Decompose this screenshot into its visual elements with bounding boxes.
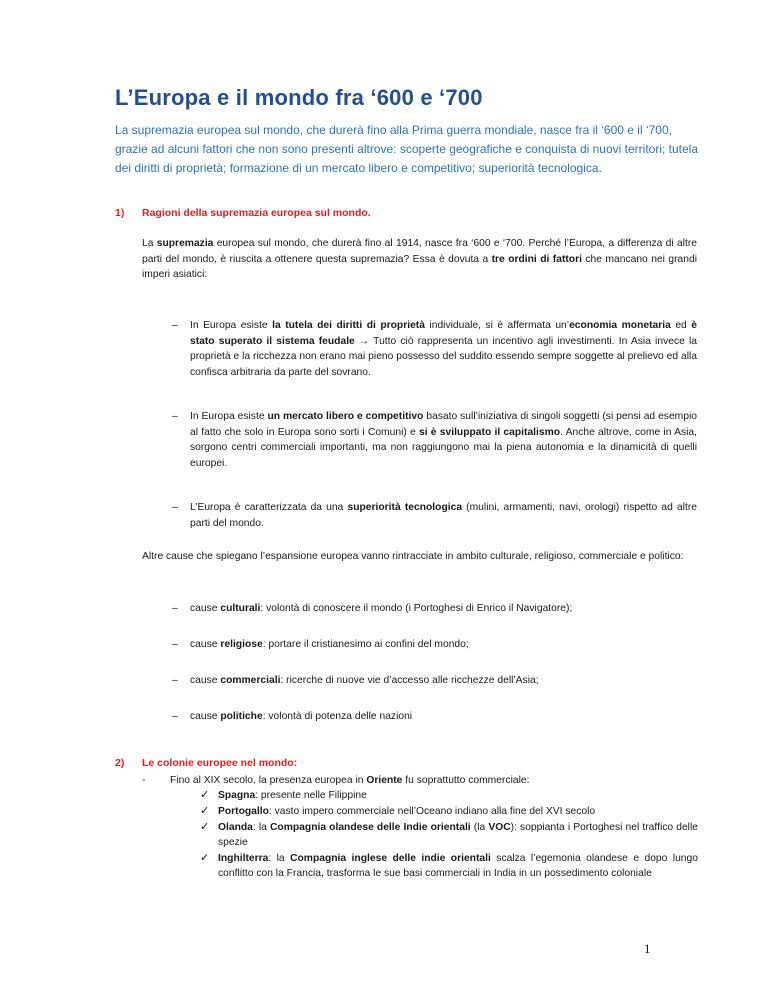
section-2-title: Le colonie europee nel mondo:: [142, 757, 298, 769]
section-2-number: 2): [115, 757, 125, 769]
cause-text: cause religiose: portare il cristianesimo ai confini del mondo;: [190, 639, 469, 650]
dash-bullet-icon: -: [142, 774, 146, 786]
section-1-paragraph-1: La supremazia europea sul mondo, che durerà fino al 1914, nasce fra ‘600 e ‘700. Perché l’Europa, a differenza di altre parti del mondo, è riuscita a ottenere questa supremazia? Essa è dovuta a tre ordini di fattori che mancano nei grandi imperi asiatici:: [142, 238, 697, 280]
dash-bullet-icon: –: [172, 710, 178, 722]
dash-bullet-icon: –: [172, 602, 178, 614]
dash-bullet-icon: –: [172, 410, 178, 422]
cause-text: cause culturali: volontà di conoscere il mondo (i Portoghesi di Enrico il Navigatore);: [190, 603, 573, 614]
bullet-text: In Europa esiste la tutela dei diritti di proprietà individuale, si è affermata un’economia monetaria ed è stato superato il sistema feudale → Tutto ciò rappresenta un incentivo agli investimenti. In Asia invece la proprietà e la ricchezza non erano mai pieno possesso del suddito essendo sempre soggette al prelievo ed alla confisca arbitraria da parte del sovrano.: [190, 320, 697, 378]
page-number: 1: [644, 941, 651, 956]
section-1-title: Ragioni della supremazia europea sul mondo.: [142, 207, 371, 219]
cause-text: cause commerciali: ricerche di nuove vie d’accesso alle ricchezze dell’Asia;: [190, 675, 539, 686]
checkmark-icon: ✓: [200, 821, 210, 833]
bullet-text: L’Europa è caratterizzata da una superiorità tecnologica (mulini, armamenti, navi, orologi) rispetto ad altre parti del mondo.: [190, 502, 697, 529]
checkmark-icon: ✓: [200, 789, 210, 801]
checkmark-icon: ✓: [200, 805, 210, 817]
cause-text: cause politiche: volontà di potenza delle nazioni: [190, 711, 413, 722]
dash-bullet-icon: –: [172, 501, 178, 513]
dash-bullet-icon: –: [172, 319, 178, 331]
page-title: L’Europa e il mondo fra ‘600 e ‘700: [115, 85, 483, 110]
dash-bullet-icon: –: [172, 674, 178, 686]
section-1-paragraph-2: Altre cause che spiegano l’espansione europea vanno rintracciate in ambito culturale, religioso, commerciale e politico:: [142, 551, 684, 562]
dash-bullet-icon: –: [172, 638, 178, 650]
checkmark-icon: ✓: [200, 852, 210, 864]
intro-paragraph: La supremazia europea sul mondo, che durerà fino alla Prima guerra mondiale, nasce fra il ‘600 e il ‘700, grazie ad alcuni fattori che non sono presenti altrove: scoperte geografiche e conquista di nuovi territori; tutela dei diritti di proprietà; formazione di un mercato libero e competitivo; superiorità tecnologica.: [115, 123, 699, 175]
document-page: L’Europa e il mondo fra ‘600 e ‘700 La supremazia europea sul mondo, che durerà fino alla Prima guerra mondiale, nasce fra il ‘600 e il ‘700, grazie ad alcuni fattori che non sono presenti altrove: scoperte geografiche e conquista di nuovi territori; tutela dei diritti di proprietà; formazione di un mercato libero e competitivo; superiorità tecnologica. 1) Ragioni della supremazia europea sul mondo. La supremazia europea sul mondo, che durerà fino al 1914, nasce fra ‘600 e ‘700. Perché l’Europa, a differenza di altre parti del mondo, è riuscita a ottenere questa supremazia? Essa è dovuta a tre ordini di fattori che mancano nei grandi imperi asiatici: – In Europa esiste la tutela dei diritti di proprietà individuale, si è affermata un’economia monetaria ed è stato superato il sistema feudale → Tutto ciò rappresenta un incentivo agli investimenti. In Asia invece la proprietà e la ricchezza non erano mai pieno possesso del suddito essendo sempre soggette al prelievo ed alla confisca arbitraria da parte del sovrano. – In Europa esiste un mercato libero e competitivo basato sull’iniziativa di singoli soggetti (si pensi ad esempio al fatto che solo in Europa sono sorti i Comuni) e si è sviluppato il capitalismo. Anche altrove, come in Asia, sorgono centri commerciali importanti, ma non raggiungono mai la piena autonomia e la dinamicità di quelli europei. – L’Europa è caratterizzata da una superiorità tecnologica (mulini, armamenti, navi, orologi) rispetto ad altre parti del mondo. Altre cause che spiegano l’espansione europea vanno rintracciate in ambito culturale, religioso, commerciale e politico: – cause culturali: volontà di conoscere il mondo (i Portoghesi di Enrico il Navigatore); – cause religiose: portare il cristianesimo ai confini del mondo; – cause commerciali: ricerche di nuove vie d’accesso alle ricchezze dell’Asia; – cause politiche: volontà di potenza delle nazioni 2) Le colonie europee nel mondo: - Fino al XIX secolo, la presenza europea in Oriente fu soprattutto commerciale: ✓ Spagna: presente nelle Filippine ✓ Portogallo: vasto impero commerciale nell’Oceano indiano alla fine del XVI secolo ✓ Olanda: la Compagnia olandese delle Indie orientali (la VOC): soppianta i Portoghesi nel traffico delle spezie ✓ Inghilterra: la Compagnia inglese delle indie orientali scalza l’egemonia olandese e dopo lungo conflitto con la Francia, trasforma le sue basi commerciali in India in un possedimento coloniale 1: [0, 0, 768, 994]
bullet-text: In Europa esiste un mercato libero e competitivo basato sull’iniziativa di singoli soggetti (si pensi ad esempio al fatto che solo in Europa sono sorti i Comuni) e si è sviluppato il capitalismo. Anche altrove, come in Asia, sorgono centri commerciali importanti, ma non raggiungono mai la piena autonomia e la dinamicità di quelli europei.: [190, 411, 698, 469]
section-1-number: 1): [115, 207, 125, 219]
